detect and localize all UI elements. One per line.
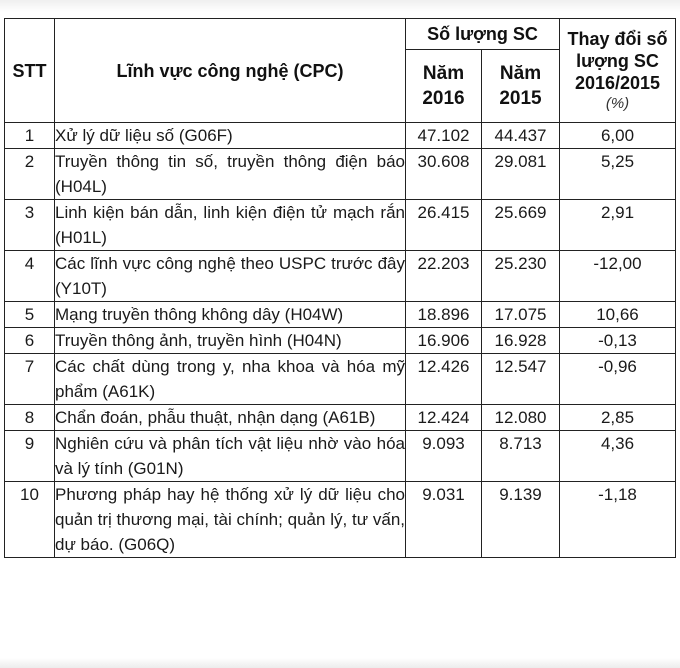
table-row bbox=[5, 149, 676, 200]
cell-2015: 9.139 bbox=[482, 482, 560, 558]
cell-stt: 1 bbox=[5, 123, 55, 149]
cell-field: Chẩn đoán, phẫu thuật, nhận dạng (A61B) bbox=[55, 405, 406, 431]
table-row bbox=[5, 251, 676, 302]
table-row bbox=[5, 431, 676, 482]
cell-2015: 29.081 bbox=[482, 149, 560, 200]
header-stt: STT bbox=[5, 19, 55, 123]
header-change-unit: (%) bbox=[605, 94, 630, 112]
cell-stt: 10 bbox=[5, 482, 55, 558]
cell-stt: 6 bbox=[5, 328, 55, 354]
cell-stt: 8 bbox=[5, 405, 55, 431]
table-row bbox=[5, 200, 676, 251]
cell-field: Xử lý dữ liệu số (G06F) bbox=[55, 123, 406, 149]
cell-change: -12,00 bbox=[560, 251, 676, 302]
cell-2015: 16.928 bbox=[482, 328, 560, 354]
cell-stt: 5 bbox=[5, 302, 55, 328]
header-field: Lĩnh vực công nghệ (CPC) bbox=[55, 19, 406, 123]
cell-change: 6,00 bbox=[560, 123, 676, 149]
cell-change: -1,18 bbox=[560, 482, 676, 558]
cell-2016: 22.203 bbox=[406, 251, 482, 302]
cell-stt: 4 bbox=[5, 251, 55, 302]
header-row-1 bbox=[5, 19, 676, 50]
header-count-group: Số lượng SC bbox=[406, 19, 560, 50]
cell-stt: 2 bbox=[5, 149, 55, 200]
data-table bbox=[4, 18, 676, 558]
bottom-edge-shadow bbox=[0, 658, 680, 668]
cell-field: Các lĩnh vực công nghệ theo USPC trước đây (Y10T) bbox=[55, 251, 406, 302]
cell-change: 5,25 bbox=[560, 149, 676, 200]
cell-2015: 25.669 bbox=[482, 200, 560, 251]
cell-2016: 12.426 bbox=[406, 354, 482, 405]
cell-2016: 26.415 bbox=[406, 200, 482, 251]
cell-change: -0,96 bbox=[560, 354, 676, 405]
cell-2015: 44.437 bbox=[482, 123, 560, 149]
cell-change: 2,85 bbox=[560, 405, 676, 431]
header-change bbox=[560, 19, 676, 123]
table-row bbox=[5, 354, 676, 405]
table-row bbox=[5, 302, 676, 328]
cell-2016: 9.093 bbox=[406, 431, 482, 482]
cell-2015: 25.230 bbox=[482, 251, 560, 302]
table-row bbox=[5, 328, 676, 354]
cell-2015: 8.713 bbox=[482, 431, 560, 482]
cell-field: Nghiên cứu và phân tích vật liệu nhờ vào hóa và lý tính (G01N) bbox=[55, 431, 406, 482]
cell-field: Truyền thông tin số, truyền thông điện báo (H04L) bbox=[55, 149, 406, 200]
cell-2015: 17.075 bbox=[482, 302, 560, 328]
header-year-2016: Năm 2016 bbox=[406, 50, 482, 123]
cell-2016: 30.608 bbox=[406, 149, 482, 200]
table-row bbox=[5, 482, 676, 558]
header-year-2015: Năm 2015 bbox=[482, 50, 560, 123]
top-edge-shadow bbox=[0, 0, 680, 12]
cell-change: 2,91 bbox=[560, 200, 676, 251]
cell-2016: 18.896 bbox=[406, 302, 482, 328]
table-row bbox=[5, 123, 676, 149]
cell-field: Truyền thông ảnh, truyền hình (H04N) bbox=[55, 328, 406, 354]
cell-field: Phương pháp hay hệ thống xử lý dữ liệu cho quản trị thương mại, tài chính; quản lý, tư vấn, dự báo. (G06Q) bbox=[55, 482, 406, 558]
cell-field: Các chất dùng trong y, nha khoa và hóa mỹ phẩm (A61K) bbox=[55, 354, 406, 405]
cell-change: -0,13 bbox=[560, 328, 676, 354]
cell-2016: 12.424 bbox=[406, 405, 482, 431]
cell-2016: 16.906 bbox=[406, 328, 482, 354]
cell-2015: 12.547 bbox=[482, 354, 560, 405]
cell-change: 4,36 bbox=[560, 431, 676, 482]
cell-change: 10,66 bbox=[560, 302, 676, 328]
cell-2016: 9.031 bbox=[406, 482, 482, 558]
cell-field: Linh kiện bán dẫn, linh kiện điện tử mạch rắn (H01L) bbox=[55, 200, 406, 251]
cell-stt: 3 bbox=[5, 200, 55, 251]
cell-2016: 47.102 bbox=[406, 123, 482, 149]
cell-2015: 12.080 bbox=[482, 405, 560, 431]
cell-field: Mạng truyền thông không dây (H04W) bbox=[55, 302, 406, 328]
header-change-label: Thay đổi số lượng SC 2016/2015 bbox=[567, 28, 668, 93]
cell-stt: 7 bbox=[5, 354, 55, 405]
table-row bbox=[5, 405, 676, 431]
cell-stt: 9 bbox=[5, 431, 55, 482]
